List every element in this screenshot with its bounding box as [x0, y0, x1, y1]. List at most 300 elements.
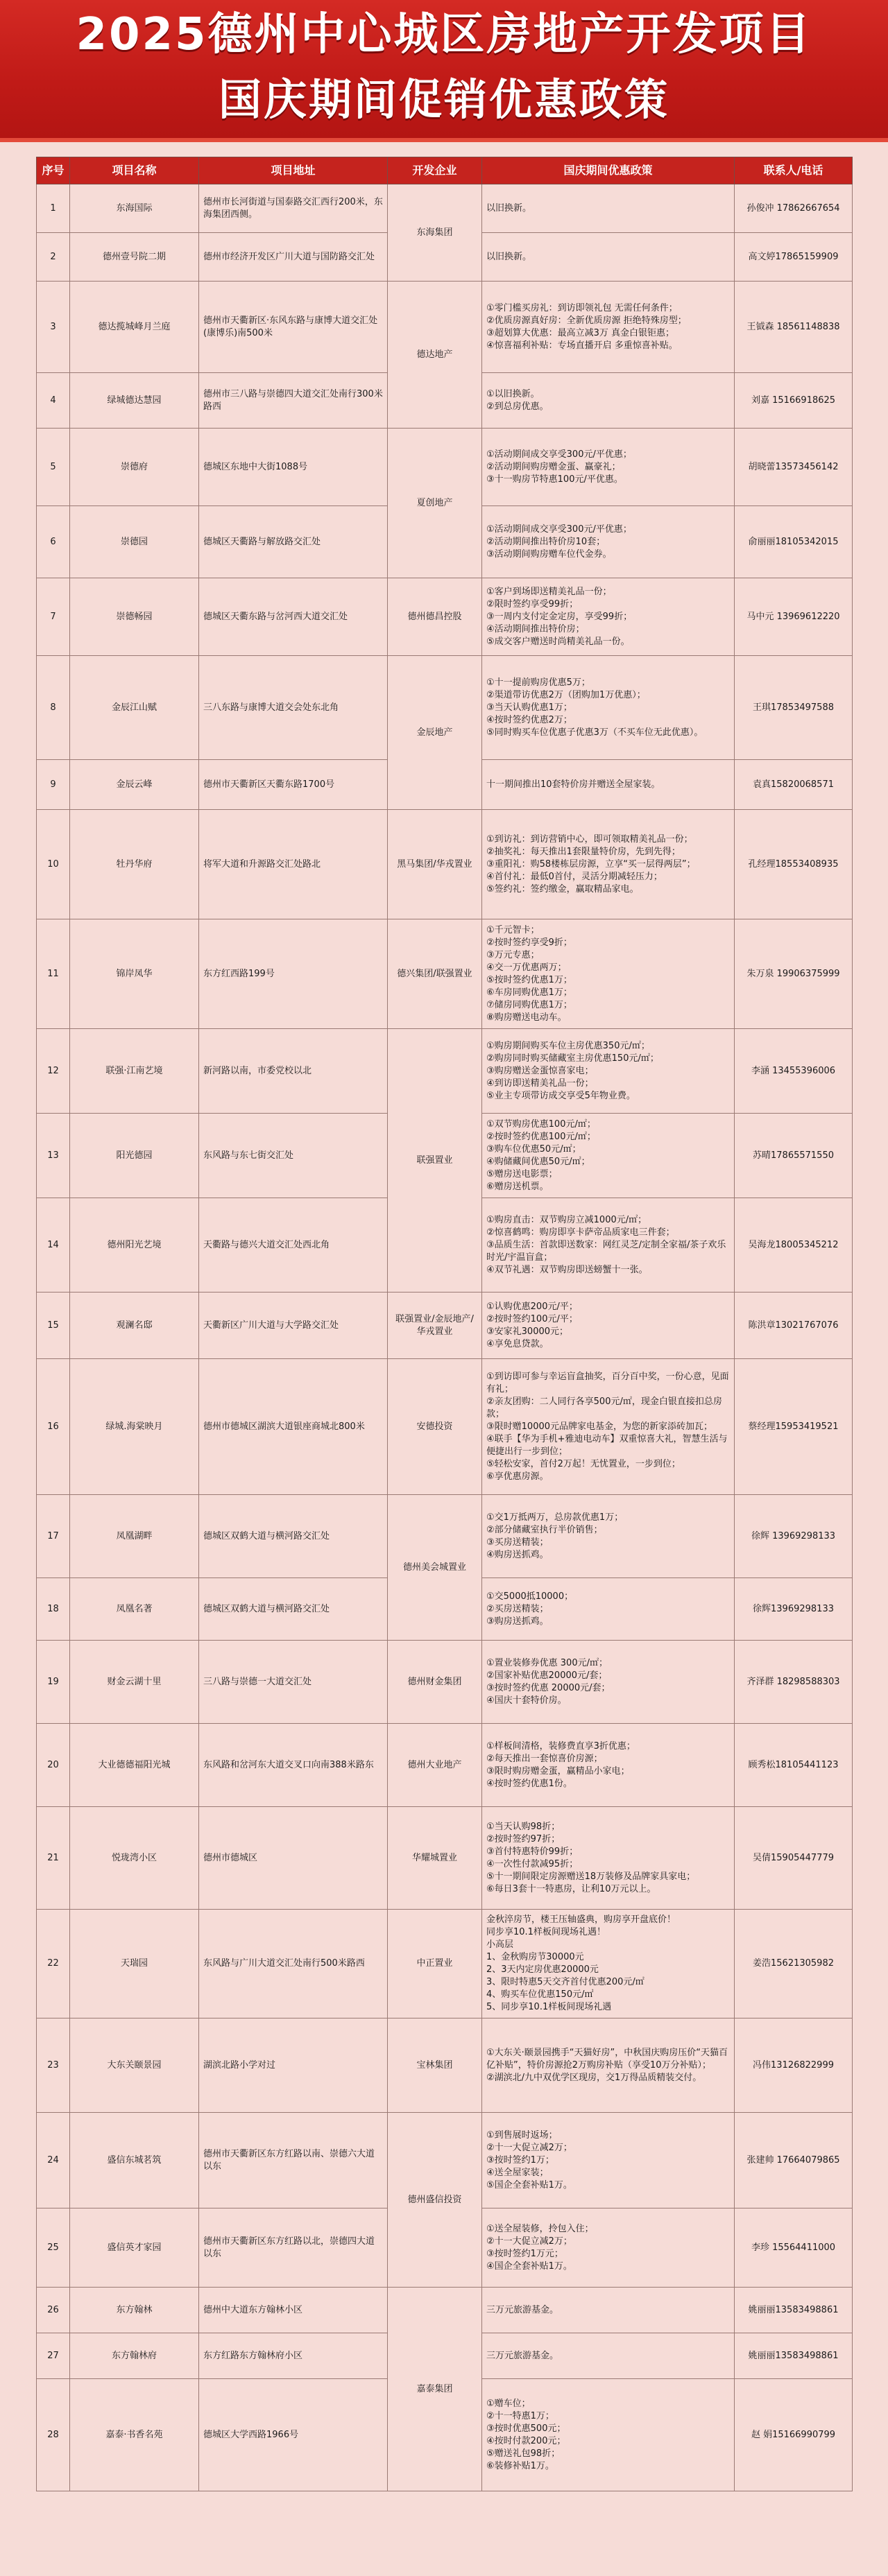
policy-line: 以旧换新。 — [486, 251, 532, 262]
policy-line: ④按时付款200元； — [486, 2435, 566, 2446]
table-row — [37, 810, 853, 919]
policy-line: ②活动期间推出特价房10套； — [486, 536, 606, 547]
cell-project-name: 观澜名邸 — [70, 1293, 199, 1359]
cell-project-name: 悦珑湾小区 — [70, 1807, 199, 1910]
policy-line: ②湖滨北/九中双优学区现房，交1万得品质精装交付。 — [486, 2072, 702, 2083]
policy-line: 5、同步享10.1样板间现场礼遇 — [486, 2002, 612, 2012]
policy-line: ①双节购房优惠100元/㎡； — [486, 1118, 596, 1130]
policy-line: ⑤国企全套补贴1万。 — [486, 2179, 572, 2190]
cell-policy — [482, 1641, 735, 1724]
policy-line: ⑧购房赠送电动车。 — [486, 1012, 567, 1023]
cell-contact: 马中元 13969612220 — [735, 578, 853, 656]
cell-no: 4 — [37, 373, 70, 429]
policy-line: ②渠道带访优惠2万（团购加1万优惠）； — [486, 689, 646, 700]
policy-line: ④购房送抓鸡。 — [486, 1549, 549, 1560]
header-no: 序号 — [37, 157, 70, 184]
cell-project-name: 绿城德达慧园 — [70, 373, 199, 429]
cell-project-name: 牡丹华府 — [70, 810, 199, 919]
cell-developer: 黑马集团/华戎置业 — [388, 810, 482, 919]
cell-address: 德州市长河街道与国泰路交汇西行200米，东海集团西侧。 — [199, 184, 388, 233]
cell-address: 东风路和岔河东大道交叉口向南388米路东 — [199, 1724, 388, 1807]
cell-address: 德州市天衢新区东方红路以北，崇德四大道以东 — [199, 2208, 388, 2288]
policy-line: ③重阳礼：购58楼栋层房源，立享“买一层得两层”； — [486, 858, 696, 870]
cell-policy — [482, 578, 735, 656]
table-row — [37, 578, 853, 656]
policy-line: ④送全屋家装； — [486, 2167, 549, 2178]
cell-policy — [482, 429, 735, 506]
cell-project-name: 大东关颐景园 — [70, 2019, 199, 2113]
table-row — [37, 429, 853, 506]
policy-line: ③按时签约1万； — [486, 2154, 554, 2166]
policy-line: ③品质生活：首款即送数家：网红灵芝/定制全家福/茶子欢乐时光/宇温盲盒； — [486, 1239, 726, 1263]
policy-line: ⑤轻松安家，首付2万起！无忧置业，一步到位； — [486, 1458, 681, 1469]
cell-address: 德城区东地中大街1088号 — [199, 429, 388, 506]
header-contact: 联系人/电话 — [735, 157, 853, 184]
cell-contact: 姚丽丽13583498861 — [735, 2288, 853, 2333]
cell-contact: 吴倩15905447779 — [735, 1807, 853, 1910]
cell-no: 17 — [37, 1495, 70, 1578]
cell-contact: 顾秀松18105441123 — [735, 1724, 853, 1807]
cell-project-name: 盛信东城茗筑 — [70, 2113, 199, 2208]
policy-line: ⑤同时购买车位优惠子优惠3万（不买车位无此优惠）。 — [486, 727, 703, 738]
cell-no: 8 — [37, 656, 70, 760]
policy-line: ④联手【华为手机+雅迪电动车】双重惊喜大礼，智慧生活与便捷出行一步到位； — [486, 1433, 728, 1457]
policy-line: ②国家补贴优惠20000元/套； — [486, 1670, 608, 1681]
policy-line: 十一期间推出10套特价房并赠送全屋家装。 — [486, 779, 660, 790]
cell-policy — [482, 2288, 735, 2333]
cell-project-name: 东方翰林府 — [70, 2333, 199, 2379]
cell-project-name: 盛信英才家园 — [70, 2208, 199, 2288]
cell-project-name: 凤凰湖畔 — [70, 1495, 199, 1578]
cell-contact: 齐泽群 18298588303 — [735, 1641, 853, 1724]
policy-line: ③按时优惠500元； — [486, 2423, 566, 2434]
cell-no: 3 — [37, 282, 70, 373]
table-row — [37, 1724, 853, 1807]
table-row — [37, 2019, 853, 2113]
cell-project-name: 德州阳光艺境 — [70, 1198, 199, 1293]
cell-project-name: 东海国际 — [70, 184, 199, 233]
policy-line: ②部分储藏室执行半价销售； — [486, 1524, 603, 1535]
cell-no: 23 — [37, 2019, 70, 2113]
cell-contact: 王琪17853497588 — [735, 656, 853, 760]
cell-contact: 李涵 13455396006 — [735, 1029, 853, 1114]
policy-line: ③一周内支付定金定房，享受99折； — [486, 611, 633, 622]
cell-no: 2 — [37, 233, 70, 282]
cell-address: 新河路以南，市委党校以北 — [199, 1029, 388, 1114]
policy-line: ⑤业主专项带访成交享受5年物业费。 — [486, 1090, 635, 1101]
policy-line: ④活动期间推出特价房； — [486, 623, 585, 634]
policy-table-container — [36, 157, 852, 2491]
cell-developer: 东海集团 — [388, 184, 482, 282]
cell-developer: 德兴集团/联强置业 — [388, 919, 482, 1029]
cell-policy — [482, 1578, 735, 1641]
cell-policy — [482, 373, 735, 429]
cell-address: 德城区双鹤大道与横河路交汇处 — [199, 1578, 388, 1641]
cell-address: 德州市天衢新区天衢东路1700号 — [199, 760, 388, 810]
cell-policy — [482, 1029, 735, 1114]
policy-line: ②亲友团购：二人同行各享500元/㎡，现金白银直接扣总房款； — [486, 1396, 722, 1419]
cell-developer: 德州财金集团 — [388, 1641, 482, 1724]
policy-line: ⑤十一期间限定房源赠送18万装修及品牌家具家电； — [486, 1871, 696, 1882]
cell-contact: 姜浩15621305982 — [735, 1910, 853, 2019]
cell-address: 德城区天衢路与解放路交汇处 — [199, 506, 388, 578]
cell-no: 20 — [37, 1724, 70, 1807]
policy-line: ⑤按时签约优惠1万； — [486, 974, 572, 985]
table-row — [37, 919, 853, 1029]
cell-address: 德城区大学西路1966号 — [199, 2379, 388, 2491]
policy-line: ①赠车位； — [486, 2398, 531, 2409]
cell-contact: 张建帅 17664079865 — [735, 2113, 853, 2208]
policy-line: ④按时签约优惠2万； — [486, 714, 572, 725]
cell-project-name: 绿城.海棠映月 — [70, 1359, 199, 1495]
policy-line: ③限时购房赠金蛋，赢精品小家电； — [486, 1765, 630, 1777]
cell-contact: 李珍 15564411000 — [735, 2208, 853, 2288]
cell-no: 26 — [37, 2288, 70, 2333]
cell-no: 16 — [37, 1359, 70, 1495]
policy-line: ④首付礼：最低0首付，灵活分期减轻压力； — [486, 871, 663, 882]
policy-line: ①认购优惠200元/平； — [486, 1301, 578, 1312]
policy-line: ⑥装修补贴1万。 — [486, 2460, 554, 2471]
policy-line: ④享免息贷款。 — [486, 1338, 549, 1349]
policy-line: ④到访即送精美礼品一份； — [486, 1078, 594, 1089]
cell-policy — [482, 919, 735, 1029]
cell-developer: 夏创地产 — [388, 429, 482, 578]
policy-line: ③万元专惠； — [486, 949, 540, 960]
table-row — [37, 282, 853, 373]
cell-no: 9 — [37, 760, 70, 810]
cell-no: 21 — [37, 1807, 70, 1910]
cell-policy — [482, 2113, 735, 2208]
cell-developer: 金辰地产 — [388, 656, 482, 810]
cell-address: 东风路与广川大道交汇处南行500米路西 — [199, 1910, 388, 2019]
cell-no: 11 — [37, 919, 70, 1029]
policy-line: ①到访礼：到访营销中心，即可领取精美礼品一份； — [486, 833, 693, 845]
cell-contact: 俞丽丽18105342015 — [735, 506, 853, 578]
page-subtitle: 国庆期间促销优惠政策 — [218, 74, 669, 125]
cell-address: 三八路与崇德一大道交汇处 — [199, 1641, 388, 1724]
policy-line: ①交5000抵10000； — [486, 1591, 574, 1602]
policy-line: ④交一万优惠两万； — [486, 962, 567, 973]
cell-project-name: 崇德府 — [70, 429, 199, 506]
header-policy: 国庆期间优惠政策 — [482, 157, 735, 184]
policy-table — [36, 157, 853, 2491]
cell-contact: 刘嘉 15166918625 — [735, 373, 853, 429]
policy-line: ⑤赠房送电影票； — [486, 1168, 558, 1179]
policy-line: ④双节礼遇：双节购房即送螃蟹十一张。 — [486, 1264, 648, 1275]
table-body — [37, 184, 853, 2491]
cell-contact: 胡晓蕾13573456142 — [735, 429, 853, 506]
cell-project-name: 金辰江山赋 — [70, 656, 199, 760]
cell-no: 15 — [37, 1293, 70, 1359]
policy-line: ①样板间清格，装修费直享3折优惠； — [486, 1740, 635, 1752]
policy-line: ⑤赠送礼包98折； — [486, 2448, 561, 2459]
header-name: 项目名称 — [70, 157, 199, 184]
header-banner — [0, 0, 888, 142]
table-row — [37, 1029, 853, 1114]
policy-line: ①当天认购98折； — [486, 1821, 561, 1832]
cell-contact: 朱万泉 19906375999 — [735, 919, 853, 1029]
cell-address: 东风路与东七街交汇处 — [199, 1114, 388, 1198]
cell-address: 三八东路与康博大道交会处东北角 — [199, 656, 388, 760]
policy-line: ①到访即可参与幸运盲盒抽奖，百分百中奖，一份心意，见面有礼； — [486, 1371, 729, 1394]
cell-developer: 安德投资 — [388, 1359, 482, 1495]
policy-line: ③购车位优惠50元/㎡； — [486, 1143, 581, 1155]
table-row — [37, 1495, 853, 1578]
policy-line: ①零门槛买房礼：到访即领礼包 无需任何条件； — [486, 302, 678, 313]
cell-address: 天衢新区广川大道与大学路交汇处 — [199, 1293, 388, 1359]
cell-no: 10 — [37, 810, 70, 919]
cell-policy — [482, 1807, 735, 1910]
cell-developer: 德达地产 — [388, 282, 482, 429]
cell-policy — [482, 1910, 735, 2019]
cell-no: 28 — [37, 2379, 70, 2491]
table-row — [37, 1641, 853, 1724]
cell-no: 18 — [37, 1578, 70, 1641]
policy-line: ⑥享优惠房源。 — [486, 1471, 549, 1482]
policy-line: ②购房同时购买储藏室主房优惠150元/㎡； — [486, 1053, 659, 1064]
policy-line: ①交1万抵两万，总房款优惠1万； — [486, 1512, 624, 1523]
cell-no: 13 — [37, 1114, 70, 1198]
policy-line: ③购房赠送金蛋惊喜家电； — [486, 1065, 594, 1076]
policy-line: ③买房送精装； — [486, 1537, 549, 1548]
policy-line: ⑥赠房送机票。 — [486, 1181, 549, 1192]
cell-project-name: 凤凰名著 — [70, 1578, 199, 1641]
cell-project-name: 东方翰林 — [70, 2288, 199, 2333]
cell-policy — [482, 1724, 735, 1807]
policy-line: 1、金秋购房节30000元 — [486, 1952, 584, 1962]
table-header-row — [37, 157, 853, 184]
policy-line: 三万元旅游基金。 — [486, 2350, 559, 2361]
cell-developer: 华耀城置业 — [388, 1807, 482, 1910]
policy-line: ②优质房源真好房：全新优质房源 拒绝特殊房型； — [486, 315, 687, 326]
cell-policy — [482, 506, 735, 578]
cell-address: 东方红西路199号 — [199, 919, 388, 1029]
policy-line: ③超划算大优惠：最高立减3万 真金白银钜惠； — [486, 327, 675, 338]
cell-project-name: 崇德畅园 — [70, 578, 199, 656]
table-row — [37, 1910, 853, 2019]
cell-project-name: 锦岸凤华 — [70, 919, 199, 1029]
cell-contact: 蔡经理15953419521 — [735, 1359, 853, 1495]
cell-address: 德州市三八路与崇德四大道交汇处南行300米路西 — [199, 373, 388, 429]
table-row — [37, 2113, 853, 2208]
cell-developer: 宝林集团 — [388, 2019, 482, 2113]
policy-line: ③限时赠10000元品牌家电基金，为您的新家添砖加瓦； — [486, 1421, 713, 1432]
policy-line: ①活动期间成交享受300元/平优惠； — [486, 449, 632, 460]
policy-line: ②每天推出一套惊喜价房源； — [486, 1753, 603, 1764]
cell-no: 5 — [37, 429, 70, 506]
cell-no: 7 — [37, 578, 70, 656]
cell-contact: 苏晴17865571550 — [735, 1114, 853, 1198]
cell-contact: 高文婷17865159909 — [735, 233, 853, 282]
cell-developer: 联强置业/金辰地产/华戎置业 — [388, 1293, 482, 1359]
cell-no: 14 — [37, 1198, 70, 1293]
policy-line: ③购房送抓鸡。 — [486, 1616, 549, 1627]
cell-contact: 袁真15820068571 — [735, 760, 853, 810]
policy-line: 金秋淬房节，楼王压轴盛典，购房享开盘底价！ — [486, 1914, 676, 1925]
policy-line: ②按时签约97折； — [486, 1833, 561, 1844]
cell-no: 27 — [37, 2333, 70, 2379]
cell-policy — [482, 1114, 735, 1198]
cell-contact: 吴海龙18005345212 — [735, 1198, 853, 1293]
cell-policy — [482, 1495, 735, 1578]
cell-project-name: 嘉泰·书香名苑 — [70, 2379, 199, 2491]
cell-project-name: 财金云湖十里 — [70, 1641, 199, 1724]
cell-contact: 冯伟13126822999 — [735, 2019, 853, 2113]
table-row — [37, 1293, 853, 1359]
policy-line: ③十一购房节特惠100元/平优惠。 — [486, 474, 623, 485]
policy-line: 3、限时特惠5天交齐首付优惠200元/㎡ — [486, 1977, 644, 1987]
policy-line: ①大东关·颐景园携手“天猫好房”，中秋国庆购房压价“天猫百亿补贴”，特价房源抢2万购房补贴（享受10万分补贴）； — [486, 2047, 728, 2071]
cell-policy — [482, 1293, 735, 1359]
cell-no: 6 — [37, 506, 70, 578]
table-row — [37, 656, 853, 760]
cell-developer: 德州美会城置业 — [388, 1495, 482, 1641]
policy-line: ①送全屋装修，拎包入住； — [486, 2223, 594, 2234]
table-row — [37, 1359, 853, 1495]
cell-policy — [482, 184, 735, 233]
policy-line: ⑦储房同购优惠1万； — [486, 999, 572, 1010]
cell-developer: 嘉泰集团 — [388, 2288, 482, 2491]
policy-line: ③安家礼30000元； — [486, 1326, 569, 1337]
cell-address: 德州市德城区湖滨大道银座商城北800米 — [199, 1359, 388, 1495]
cell-contact: 徐辉 13969298133 — [735, 1495, 853, 1578]
policy-line: ④一次性付款减95折； — [486, 1858, 579, 1869]
policy-line: ②到总房优惠。 — [486, 401, 549, 412]
cell-developer: 德州大业地产 — [388, 1724, 482, 1807]
policy-line: ②按时签约100元/平； — [486, 1313, 578, 1324]
cell-policy — [482, 760, 735, 810]
cell-address: 德城区双鹤大道与横河路交汇处 — [199, 1495, 388, 1578]
cell-address: 湖滨北路小学对过 — [199, 2019, 388, 2113]
cell-policy — [482, 2379, 735, 2491]
cell-project-name: 联强·江南艺境 — [70, 1029, 199, 1114]
policy-line: 小高层 — [486, 1939, 514, 1950]
cell-address: 德州市德城区 — [199, 1807, 388, 1910]
policy-line: ①千元智卡； — [486, 924, 540, 935]
policy-line: ⑥车房同购优惠1万； — [486, 987, 572, 998]
cell-policy — [482, 233, 735, 282]
cell-project-name: 德达揽城峰月兰庭 — [70, 282, 199, 373]
policy-line: ①客户到场即送精美礼品一份； — [486, 586, 612, 597]
policy-line: ①以旧换新。 — [486, 388, 540, 399]
cell-developer: 德州盛信投资 — [388, 2113, 482, 2288]
cell-developer: 联强置业 — [388, 1029, 482, 1293]
cell-policy — [482, 656, 735, 760]
cell-contact: 王钺森 18561148838 — [735, 282, 853, 373]
policy-line: ③按时签约1万元； — [486, 2248, 563, 2259]
cell-project-name: 大业德德福阳光城 — [70, 1724, 199, 1807]
cell-no: 25 — [37, 2208, 70, 2288]
cell-project-name: 德州壹号院二期 — [70, 233, 199, 282]
policy-line: ①购房直击：双节购房立减1000元/㎡； — [486, 1214, 647, 1225]
table-row — [37, 1807, 853, 1910]
cell-address: 德州市天衢新区东方红路以南、崇德六大道以东 — [199, 2113, 388, 2208]
cell-no: 24 — [37, 2113, 70, 2208]
cell-contact: 陈洪章13021767076 — [735, 1293, 853, 1359]
policy-line: 以旧换新。 — [486, 202, 532, 214]
header-address: 项目地址 — [199, 157, 388, 184]
cell-address: 天衢路与德兴大道交汇处西北角 — [199, 1198, 388, 1293]
cell-address: 德州市经济开发区广川大道与国防路交汇处 — [199, 233, 388, 282]
cell-project-name: 崇德园 — [70, 506, 199, 578]
policy-line: ④按时签约优惠1份。 — [486, 1778, 572, 1789]
cell-address: 东方红路东方翰林府小区 — [199, 2333, 388, 2379]
cell-project-name: 阳光德园 — [70, 1114, 199, 1198]
cell-contact: 孔经理18553408935 — [735, 810, 853, 919]
policy-line: ③首付特惠特价99折； — [486, 1846, 579, 1857]
cell-project-name: 金辰云峰 — [70, 760, 199, 810]
cell-address: 德城区天衢东路与岔河西大道交汇处 — [199, 578, 388, 656]
cell-no: 1 — [37, 184, 70, 233]
policy-line: ④购储藏间优惠50元/㎡； — [486, 1156, 590, 1167]
cell-no: 12 — [37, 1029, 70, 1114]
policy-line: ①到售展时返场； — [486, 2129, 558, 2141]
policy-line: ⑥每日3套十一特惠房，让利10万元以上。 — [486, 1883, 656, 1894]
cell-project-name: 天瑞园 — [70, 1910, 199, 2019]
cell-policy — [482, 810, 735, 919]
policy-line: ②限时签约享受99折； — [486, 598, 579, 610]
cell-policy — [482, 1198, 735, 1293]
policy-line: ④国庆十套特价房。 — [486, 1695, 567, 1706]
cell-no: 22 — [37, 1910, 70, 2019]
policy-line: ⑤签约礼：签约缴金，赢取精品家电。 — [486, 883, 639, 894]
policy-line: ③当天认购优惠1万； — [486, 702, 572, 713]
policy-line: ①活动期间成交享受300元/平优惠； — [486, 524, 632, 535]
table-row — [37, 184, 853, 233]
policy-line: ④国企全套补贴1万。 — [486, 2261, 572, 2272]
cell-contact: 孙俊冲 17862667654 — [735, 184, 853, 233]
policy-line: 2、3天内定房优惠20000元 — [486, 1964, 599, 1975]
cell-contact: 赵 娟15166990799 — [735, 2379, 853, 2491]
cell-policy — [482, 1359, 735, 1495]
cell-contact: 徐辉13969298133 — [735, 1578, 853, 1641]
table-row — [37, 2288, 853, 2333]
policy-line: ②抽奖礼：每天推出1套限量特价房，先到先得； — [486, 846, 681, 857]
policy-line: ②活动期间购房赠金蛋、赢豪礼； — [486, 461, 621, 472]
policy-line: ②十一特惠1万； — [486, 2410, 554, 2421]
cell-policy — [482, 2019, 735, 2113]
policy-line: 同步享10.1样板间现场礼遇！ — [486, 1927, 606, 1937]
cell-address: 德州市天衢新区·东风东路与康博大道交汇处(康博乐)南500米 — [199, 282, 388, 373]
cell-address: 将军大道和升源路交汇处路北 — [199, 810, 388, 919]
policy-line: ②按时签约优惠100元/㎡； — [486, 1131, 596, 1142]
policy-line: ④惊喜福利补贴：专场直播开启 多重惊喜补贴。 — [486, 340, 678, 351]
cell-policy — [482, 2333, 735, 2379]
cell-contact: 姚丽丽13583498861 — [735, 2333, 853, 2379]
policy-line: ①置业装修券优惠 300元/㎡； — [486, 1657, 608, 1668]
policy-line: ⑤成交客户赠送时尚精美礼品一份。 — [486, 636, 630, 647]
cell-policy — [482, 2208, 735, 2288]
policy-line: ②买房送精装； — [486, 1603, 549, 1614]
cell-developer: 德州德昌控股 — [388, 578, 482, 656]
cell-policy — [482, 282, 735, 373]
cell-no: 19 — [37, 1641, 70, 1724]
policy-line: ②按时签约享受9折； — [486, 937, 572, 948]
policy-line: ②十一大促立减2万； — [486, 2236, 572, 2247]
policy-line: ③按时签约优惠 20000元/套； — [486, 1682, 610, 1693]
page-title: 2025德州中心城区房地产开发项目 — [76, 9, 812, 60]
policy-line: ②十一大促立减2万； — [486, 2142, 572, 2153]
header-developer: 开发企业 — [388, 157, 482, 184]
cell-developer: 中正置业 — [388, 1910, 482, 2019]
policy-line: 4、购买车位优惠150元/㎡ — [486, 1989, 594, 2000]
policy-line: ③活动期间购房赠车位代金券。 — [486, 548, 612, 560]
policy-line: ②惊喜鹤鸣：购房即享卡萨帝品质家电三件套； — [486, 1227, 675, 1238]
policy-line: ①十一提前购房优惠5万； — [486, 677, 590, 688]
policy-line: 三万元旅游基金。 — [486, 2304, 559, 2315]
policy-line: ①购房期间购买车位主房优惠350元/㎡； — [486, 1040, 650, 1051]
cell-address: 德州中大道东方翰林小区 — [199, 2288, 388, 2333]
